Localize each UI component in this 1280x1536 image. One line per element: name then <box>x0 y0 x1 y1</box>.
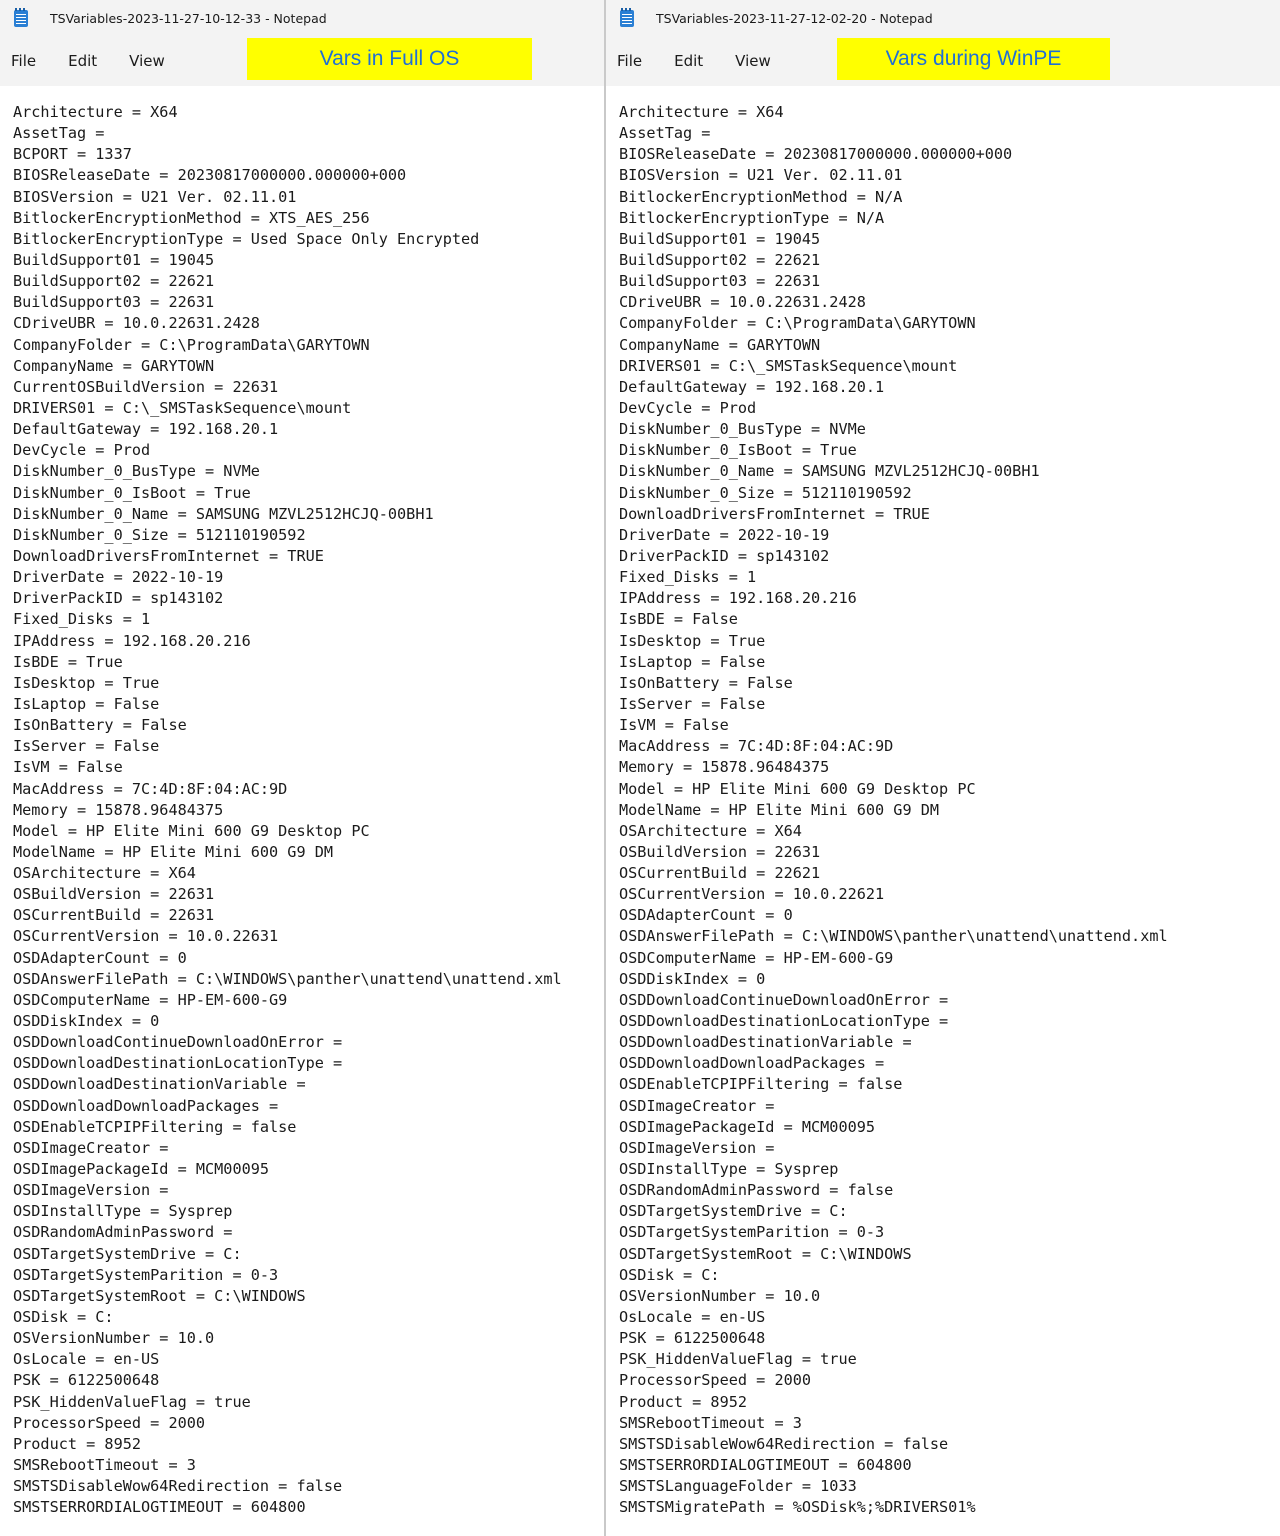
title-bar[interactable] <box>606 0 1280 36</box>
text-line: SMSTSDisableWow64Redirection = false <box>619 1434 949 1453</box>
text-line: BuildSupport01 = 19045 <box>13 250 215 269</box>
text-line: DownloadDriversFromInternet = TRUE <box>619 504 930 523</box>
text-line: BuildSupport02 = 22621 <box>13 272 215 291</box>
text-line: Model = HP Elite Mini 600 G9 Desktop PC <box>619 779 976 798</box>
text-line: CompanyFolder = C:\ProgramData\GARYTOWN <box>13 335 370 354</box>
text-line: IsBDE = False <box>619 610 738 629</box>
text-line: SMSRebootTimeout = 3 <box>619 1413 802 1432</box>
text-line: SMSTSERRORDIALOGTIMEOUT = 604800 <box>619 1456 912 1474</box>
text-line: SMSTSLanguageFolder = 1033 <box>619 1477 857 1496</box>
text-line: DownloadDriversFromInternet = TRUE <box>13 546 324 565</box>
text-line: BIOSVersion = U21 Ver. 02.11.01 <box>13 187 297 206</box>
text-line: OSBuildVersion = 22631 <box>13 885 215 904</box>
notepad-window-full-os <box>0 0 604 1536</box>
text-line: OSDAdapterCount = 0 <box>619 906 793 925</box>
text-line: OSDTargetSystemDrive = C: <box>13 1244 242 1263</box>
text-line: DriverDate = 2022-10-19 <box>13 568 224 587</box>
text-line: Architecture = X64 <box>619 103 784 121</box>
text-line: CompanyFolder = C:\ProgramData\GARYTOWN <box>619 314 976 333</box>
text-line: OSDDownloadDestinationLocationType = <box>619 1012 949 1031</box>
text-line: SMSRebootTimeout = 3 <box>13 1456 196 1474</box>
text-line: CompanyName = GARYTOWN <box>619 335 821 354</box>
text-line: BIOSReleaseDate = 20230817000000.000000+000 <box>619 145 1013 164</box>
text-line: OSDImagePackageId = MCM00095 <box>619 1117 876 1136</box>
text-line: IsOnBattery = False <box>619 673 793 692</box>
text-line: OSDImageCreator = <box>13 1138 169 1157</box>
text-line: OSDDownloadDestinationLocationType = <box>13 1054 343 1073</box>
text-line: OSDAdapterCount = 0 <box>13 948 187 967</box>
text-line: Fixed_Disks = 1 <box>13 610 151 629</box>
text-line: CDriveUBR = 10.0.22631.2428 <box>619 293 866 312</box>
text-line: Product = 8952 <box>619 1392 748 1411</box>
text-line: DRIVERS01 = C:\_SMSTaskSequence\mount <box>619 356 958 375</box>
text-line: BuildSupport03 = 22631 <box>619 272 821 291</box>
text-line: BitlockerEncryptionMethod = XTS_AES_256 <box>13 208 370 227</box>
text-line: OSDRandomAdminPassword = <box>13 1223 233 1242</box>
text-line: OSDTargetSystemDrive = C: <box>619 1202 848 1221</box>
text-line: ModelName = HP Elite Mini 600 G9 DM <box>13 842 334 861</box>
text-line: BitlockerEncryptionMethod = N/A <box>619 187 903 206</box>
text-line: IsOnBattery = False <box>13 716 187 735</box>
menu-file[interactable]: File <box>11 52 37 70</box>
text-line: OSDTargetSystemRoot = C:\WINDOWS <box>619 1244 912 1263</box>
text-line: DevCycle = Prod <box>13 441 151 460</box>
text-line: OSDImageVersion = <box>13 1181 169 1200</box>
text-line: OSBuildVersion = 22631 <box>619 842 821 861</box>
text-line: DiskNumber_0_Name = SAMSUNG MZVL2512HCJQ-00BH1 <box>619 462 1040 481</box>
text-line: CurrentOSBuildVersion = 22631 <box>13 377 279 396</box>
text-line: IsBDE = True <box>13 652 123 671</box>
text-line: OSArchitecture = X64 <box>619 821 802 840</box>
text-line: OSArchitecture = X64 <box>13 864 196 883</box>
text-line: OSDAnswerFilePath = C:\WINDOWS\panther\unattend\unattend.xml <box>619 927 1168 946</box>
text-line: OSDisk = C: <box>619 1265 720 1284</box>
text-line: Architecture = X64 <box>13 103 178 121</box>
text-line: OSDTargetSystemRoot = C:\WINDOWS <box>13 1286 306 1305</box>
text-line: OSDImagePackageId = MCM00095 <box>13 1160 270 1179</box>
text-line: OSDDownloadContinueDownloadOnError = <box>13 1033 343 1052</box>
text-line: SMSTSERRORDIALOGTIMEOUT = 604800 <box>13 1498 306 1517</box>
text-line: DiskNumber_0_BusType = NVMe <box>13 462 260 481</box>
text-line: PSK_HiddenValueFlag = true <box>13 1392 251 1411</box>
text-line: OSVersionNumber = 10.0 <box>619 1286 821 1305</box>
text-line: PSK_HiddenValueFlag = true <box>619 1350 857 1369</box>
menu-view[interactable]: View <box>735 52 771 70</box>
text-line: OSDTargetSystemParition = 0-3 <box>13 1265 279 1284</box>
text-line: OSDDownloadDownloadPackages = <box>619 1054 885 1073</box>
text-line: CompanyName = GARYTOWN <box>13 356 215 375</box>
text-line: Fixed_Disks = 1 <box>619 568 757 587</box>
text-line: IPAddress = 192.168.20.216 <box>13 631 251 650</box>
text-line: IsVM = False <box>13 758 123 777</box>
menu-view[interactable]: View <box>129 52 165 70</box>
text-line: OSCurrentVersion = 10.0.22631 <box>13 927 279 946</box>
annotation-label: Vars in Full OS <box>247 38 532 80</box>
text-line: IsLaptop = False <box>13 694 160 713</box>
text-line: BitlockerEncryptionType = Used Space Only Encrypted <box>13 229 480 248</box>
text-line: DriverPackID = sp143102 <box>13 589 224 608</box>
text-line: IsDesktop = True <box>619 631 766 650</box>
text-line: OSDDownloadDownloadPackages = <box>13 1096 279 1115</box>
text-line: BCPORT = 1337 <box>13 145 132 164</box>
text-line: IsDesktop = True <box>13 673 160 692</box>
text-line: OSDDownloadContinueDownloadOnError = <box>619 990 949 1009</box>
notepad-icon <box>620 10 634 27</box>
text-line: DefaultGateway = 192.168.20.1 <box>619 377 885 396</box>
text-line: DriverPackID = sp143102 <box>619 546 830 565</box>
text-editor[interactable] <box>606 86 1280 1536</box>
text-line: Model = HP Elite Mini 600 G9 Desktop PC <box>13 821 370 840</box>
text-line: CDriveUBR = 10.0.22631.2428 <box>13 314 260 333</box>
text-line: IsLaptop = False <box>619 652 766 671</box>
text-line: OSCurrentVersion = 10.0.22621 <box>619 885 885 904</box>
text-line: DiskNumber_0_Size = 512110190592 <box>13 525 306 544</box>
text-line: Memory = 15878.96484375 <box>13 800 224 819</box>
menu-edit[interactable]: Edit <box>674 52 704 70</box>
text-line: BuildSupport02 = 22621 <box>619 250 821 269</box>
text-line: IsVM = False <box>619 716 729 735</box>
text-line: OSDDiskIndex = 0 <box>13 1012 160 1031</box>
text-line: DiskNumber_0_IsBoot = True <box>13 483 251 502</box>
text-line: DevCycle = Prod <box>619 398 757 417</box>
text-line: AssetTag = <box>13 124 105 143</box>
text-line: ModelName = HP Elite Mini 600 G9 DM <box>619 800 940 819</box>
text-line: AssetTag = <box>619 124 711 143</box>
text-line: OSDDownloadDestinationVariable = <box>619 1033 912 1052</box>
text-line: Product = 8952 <box>13 1434 142 1453</box>
text-line: OSCurrentBuild = 22621 <box>619 864 821 883</box>
text-line: OSDEnableTCPIPFiltering = false <box>13 1117 297 1136</box>
text-line: OSDComputerName = HP-EM-600-G9 <box>619 948 894 967</box>
menu-edit[interactable]: Edit <box>68 52 98 70</box>
text-line: OSDInstallType = Sysprep <box>619 1160 839 1179</box>
text-line: SMSTSDisableWow64Redirection = false <box>13 1477 343 1496</box>
text-line: Memory = 15878.96484375 <box>619 758 830 777</box>
text-line: OSDImageCreator = <box>619 1096 775 1115</box>
text-line: SMSTSMigratePath = %OSDisk%;%DRIVERS01% <box>619 1498 976 1517</box>
annotation-label: Vars during WinPE <box>837 38 1110 80</box>
text-line: OSDTargetSystemParition = 0-3 <box>619 1223 885 1242</box>
text-line: OSCurrentBuild = 22631 <box>13 906 215 925</box>
text-line: DriverDate = 2022-10-19 <box>619 525 830 544</box>
text-line: OSDInstallType = Sysprep <box>13 1202 233 1221</box>
text-line: OSDDiskIndex = 0 <box>619 969 766 988</box>
text-line: ProcessorSpeed = 2000 <box>619 1371 812 1390</box>
text-line: DefaultGateway = 192.168.20.1 <box>13 420 279 439</box>
menu-file[interactable]: File <box>617 52 643 70</box>
text-line: OSDEnableTCPIPFiltering = false <box>619 1075 903 1094</box>
text-line: BIOSReleaseDate = 20230817000000.000000+000 <box>13 166 407 185</box>
text-line: DiskNumber_0_Name = SAMSUNG MZVL2512HCJQ-00BH1 <box>13 504 434 523</box>
text-line: BitlockerEncryptionType = N/A <box>619 208 885 227</box>
text-line: OSDisk = C: <box>13 1308 114 1327</box>
text-line: OSDComputerName = HP-EM-600-G9 <box>13 990 288 1009</box>
text-line: OSDAnswerFilePath = C:\WINDOWS\panther\unattend\unattend.xml <box>13 969 562 988</box>
text-line: MacAddress = 7C:4D:8F:04:AC:9D <box>619 737 894 756</box>
text-line: IsServer = False <box>13 737 160 756</box>
text-line: MacAddress = 7C:4D:8F:04:AC:9D <box>13 779 288 798</box>
text-line: OsLocale = en-US <box>13 1350 160 1369</box>
text-editor[interactable] <box>0 86 604 1536</box>
title-bar[interactable] <box>0 0 604 36</box>
text-line: BuildSupport01 = 19045 <box>619 229 821 248</box>
text-line: OsLocale = en-US <box>619 1308 766 1327</box>
text-line: IPAddress = 192.168.20.216 <box>619 589 857 608</box>
notepad-window-winpe <box>606 0 1280 1536</box>
text-line: OSDImageVersion = <box>619 1138 775 1157</box>
window-title: TSVariables-2023-11-27-12-02-20 - Notepad <box>656 10 933 26</box>
text-line: ProcessorSpeed = 2000 <box>13 1413 206 1432</box>
text-line: DiskNumber_0_Size = 512110190592 <box>619 483 912 502</box>
text-line: DRIVERS01 = C:\_SMSTaskSequence\mount <box>13 398 352 417</box>
text-line: DiskNumber_0_IsBoot = True <box>619 441 857 460</box>
text-line: OSDDownloadDestinationVariable = <box>13 1075 306 1094</box>
text-line: IsServer = False <box>619 694 766 713</box>
text-line: BuildSupport03 = 22631 <box>13 293 215 312</box>
text-line: OSDRandomAdminPassword = false <box>619 1181 894 1200</box>
text-line: PSK = 6122500648 <box>619 1329 766 1348</box>
text-line: DiskNumber_0_BusType = NVMe <box>619 420 866 439</box>
text-line: PSK = 6122500648 <box>13 1371 160 1390</box>
text-line: OSVersionNumber = 10.0 <box>13 1329 215 1348</box>
window-title: TSVariables-2023-11-27-10-12-33 - Notepad <box>50 10 327 26</box>
notepad-icon <box>14 10 28 27</box>
text-line: BIOSVersion = U21 Ver. 02.11.01 <box>619 166 903 185</box>
